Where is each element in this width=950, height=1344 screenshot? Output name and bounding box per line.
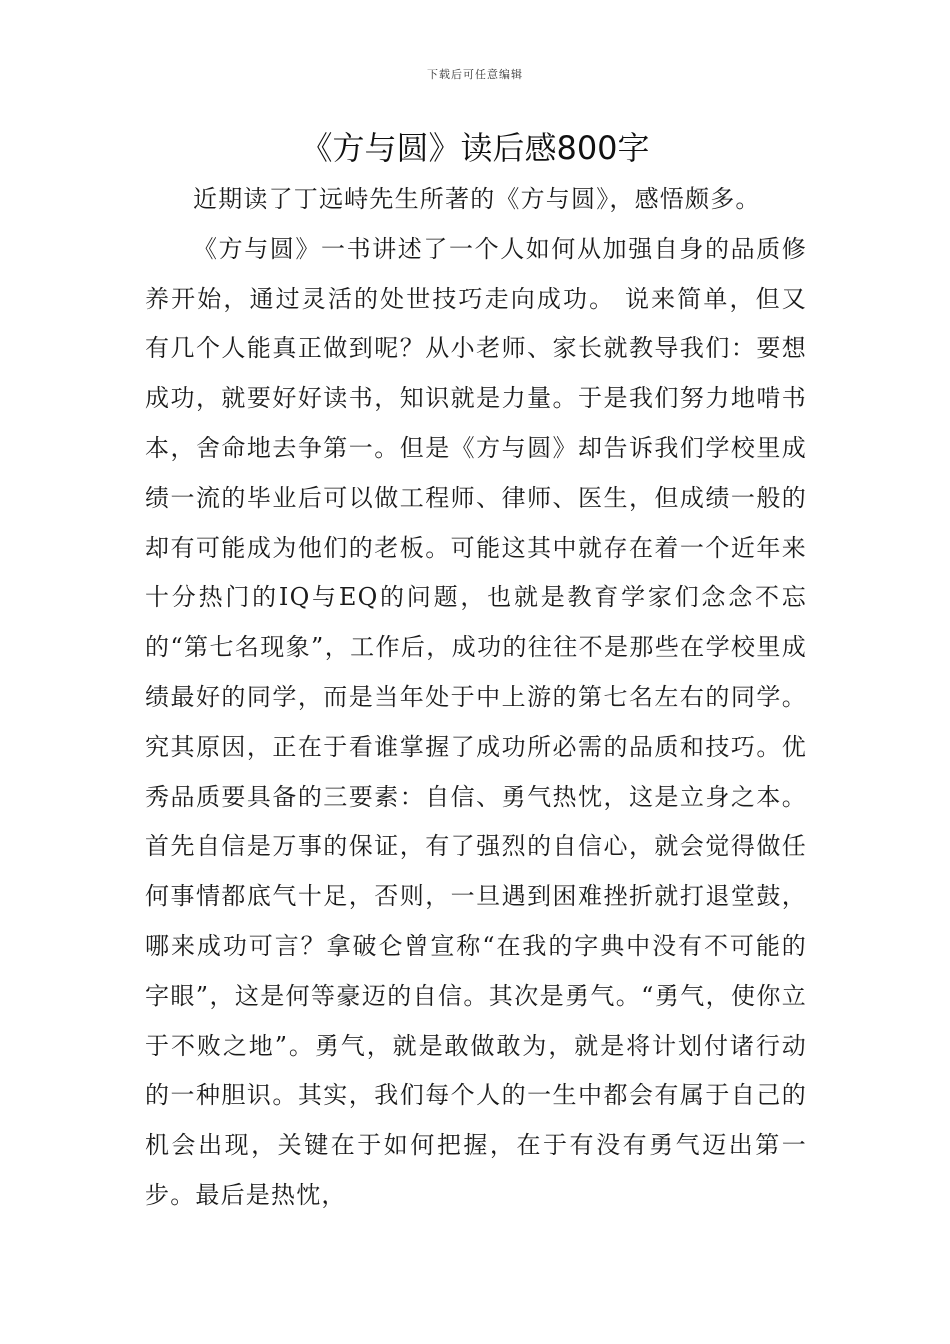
paragraph-main: 《方与圆》一书讲述了一个人如何从加强自身的品质修养开始，通过灵活的处世技巧走向成功。 说来简单，但又有几个人能真正做到呢？从小老师、家长就教导我们：要想成功，就要好好读书，知识就是力量。于是我们努力地啃书本，舍命地去争第一。但是《方与圆》却告诉我们学校里成绩一流的毕业后可以做工程师、律师、医生，但成绩一般的却有可能成为他们的老板。可能这其中就存在着一个近年来十分热门的IQ与EQ的问题，也就是教育学家们念念不忘的“第七名现象”，工作后，成功的往往不是那些在学校里成绩最好的同学，而是当年处于中上游的第七名左右的同学。究其原因，正在于看谁掌握了成功所必需的品质和技巧。优秀品质要具备的三要素：自信、勇气热忱，这是立身之本。首先自信是万事的保证，有了强烈的自信心，就会觉得做任何事情都底气十足，否则，一旦遇到困难挫折就打退堂鼓，哪来成功可言？拿破仑曾宣称“在我的字典中没有不可能的字眼”，这是何等豪迈的自信。其次是勇气。“勇气，使你立于不败之地”。勇气，就是敢做敢为，就是将计划付诸行动的一种胆识。其实，我们每个人的一生中都会有属于自己的机会出现，关键在于如何把握，在于有没有勇气迈出第一步。最后是热忱， bbox=[145, 234, 807, 1209]
paragraph-intro: 近期读了丁远峙先生所著的《方与圆》，感悟颇多。 bbox=[193, 185, 761, 213]
document-body bbox=[145, 175, 807, 1221]
document-title: 《方与圆》读后感800字 bbox=[300, 129, 650, 167]
header-note: 下载后可任意编辑 bbox=[427, 68, 523, 81]
